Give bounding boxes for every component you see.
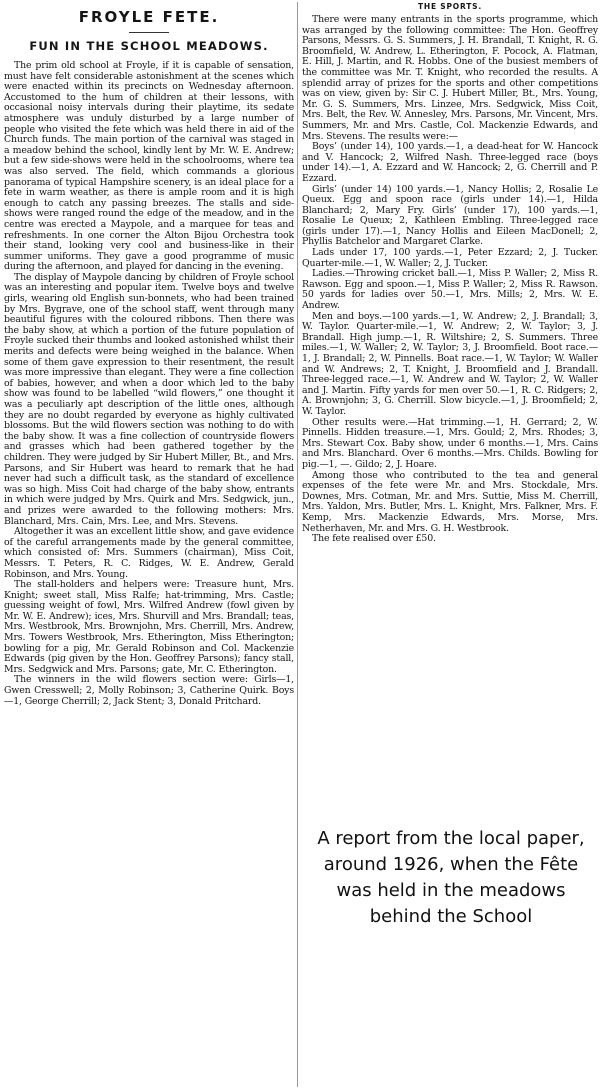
body-paragraph: The fete realised over £50. [312, 533, 436, 545]
body-paragraph: There were many entrants in the sports programme, which was arranged by the following committee: The Hon. Geoffrey Parsons, Messrs. G. S. Summers, J. H. Brandall, T. Knight, R. G. Broomfield, W. Andrew, L. Etherington, F. Pocock, A. Flatman, E. Hill, J. Martin, and R. Hobbs. One of the busiest members of the committee was Mr. T. Knight, who recorded the results. A splendid array of prizes for the sports and other competitions was on view, given by: Sir C. J. Hubert Miller, Bt., Mrs. Young, Mr. G. S. Summers, Mrs. Linzee, Mrs. Sedgwick, Miss Coit, Mrs. Belt, the Rev. W. Annesley, Mrs. Parsons, Mr. Vincent, Mrs. Summers, Mr. and Mrs. Castle, Col. Mackenzie Edwards, and Mrs. Stevens. The results were:— [302, 14, 598, 142]
body-paragraph: The prim old school at Froyle, if it is capable of sensation, must have felt considerable astonishment at the scenes which were enacted within its precincts on Wednesday afternoon. Accustomed to the hum of children at their lessons, with occasional noisy intervals during their playtime, its sedate atmosphere was unduly disturbed by a large number of people who visited the fete which was held there in aid of the Church funds. The main portion of the carnival was staged in a meadow behind the school, kindly lent by Mr. W. E. Andrew; but a few side-shows were held in the schoolrooms, where tea was also served. The field, which commands a glorious panorama of typical Hampshire scenery, is an ideal place for a fete in warm weather, as there is ample room and it is high enough to catch any passing breezes. The stalls and side-shows were ranged round the edge of the meadow, and in the centre was erected a Maypole, and a marquee for teas and refreshments. In one corner the Alton Bijou Orchestra took their stand, looking very cool and business-like in their summer uniforms. They gave a good programme of music during the afternoon, and played for dancing in the evening. [4, 60, 294, 273]
body-paragraph: Boys’ (under 14), 100 yards.—1, a dead-heat for W. Hancock and V. Hancock; 2, Wilfred Nash. Three-legged race (boys under 14).—1, A. Ezzard and W. Hancock; 2, G. Cherrill and P. Ezzard. [302, 141, 598, 184]
photo-caption: A report from the local paper, around 1926, when the Fête was held in the meadows behind the School [317, 828, 585, 927]
article-title: FROYLE FETE. [78, 8, 220, 26]
body-paragraph: Girls’ (under 14) 100 yards.—1, Nancy Hollis; 2, Rosalie Le Queux. Egg and spoon race (girls under 14).—1, Hilda Blanchard; 2, Mary Fry. Girls’ (under 17), 100 yards.—1, Rosalie Le Queux; 2, Kathleen Embling. Three-legged race (girls under 17).—1, Nancy Hollis and Eileen MacDonell; 2, Phyllis Batchelor and Margaret Clarke. [302, 183, 598, 248]
body-paragraph: Altogether it was an excellent little show, and gave evidence of the careful arrangements made by the general committee, which consisted of: Mrs. Summers (chairman), Miss Coit, Messrs. T. Peters, R. C. Ridges, W. E. Andrew, Gerald Robinson, and Mrs. Young. [4, 526, 294, 580]
body-paragraph: Lads under 17, 100 yards.—1, Peter Ezzard; 2, J. Tucker. Quarter-mile.—1, W. Waller; 2, J. Tucker. [302, 247, 598, 269]
column-divider [297, 2, 298, 1087]
title-rule [129, 32, 169, 33]
body-paragraph: The winners in the wild flowers section were: Girls—1, Gwen Cresswell; 2, Molly Robinson; 3, Catherine Quirk. Boys—1, George Cherrill; 2, Jack Stent; 3, Donald Pritchard. [4, 674, 294, 707]
body-paragraph: Ladies.—Throwing cricket ball.—1, Miss P. Waller; 2, Miss R. Rawson. Egg and spoon.—1, Miss P. Waller; 2, Miss R. Rawson. 50 yards for ladies over 50.—1, Mrs. Mills; 2, Mrs. W. E. Andrew. [302, 268, 598, 312]
body-paragraph: The display of Maypole dancing by children of Froyle school was an interesting and popular item. Twelve boys and twelve girls, wearing old English sun-bonnets, who had been trained by Mrs. Bygrave, one of the school staff, went through many beautiful figures with the coloured ribbons. Then there was the baby show, at which a portion of the future population of Froyle sucked their thumbs and looked astonished whilst their merits and defects were being weighed in the balance. When some of them gave expression to their resentment, the result was more impressive than elegant. They were a fine collection of babies, however, and when a door which led to the baby show was found to be labelled “wild flowers,” one thought it was a peculiarly apt description of the little ones, although they are no doubt regarded by everyone as highly cultivated blossoms. But the wild flowers section was nothing to do with the baby show. It was a fine collection of countryside flowers and grasses which had been gathered together by the children. They were judged by Sir Hubert Miller, Bt., and Mrs. Parsons, and Sir Hubert was heard to remark that he had never had such a difficult task, as the standard of excellence was so high. Miss Coit had charge of the baby show, entrants in which were judged by Mrs. Quirk and Mrs. Sedgwick, jun., and prizes were awarded to the following mothers: Mrs. Blanchard, Mrs. Cain, Mrs. Lee, and Mrs. Stevens. [4, 271, 294, 527]
body-paragraph: Other results were.—Hat trimming.—1, H. Gerrard; 2, W. Pinnells. Hidden treasure.—1, Mrs. Gould; 2, Mrs. Rhodes; 3, Mrs. Stewart Cox. Baby show, under 6 months.—1, Mrs. Cains and Mrs. Blanchard. Over 6 months.—Mrs. Childs. Bowling for pig.—1, —. Gildo; 2, J. Hoare. [302, 416, 598, 470]
sports-heading: THE SPORTS. [417, 2, 482, 11]
right-column [302, 0, 598, 820]
article-subtitle: FUN IN THE SCHOOL MEADOWS. [29, 39, 269, 53]
body-paragraph: Among those who contributed to the tea and general expenses of the fete were Mr. and Mrs. Stockdale, Mrs. Downes, Mrs. Cotman, Mr. and Mrs. Suttie, Miss M. Cherrill, Mrs. Yaldon, Mrs. Butler, Mrs. L. Knight, Mrs. Falkner, Mrs. F. Kemp, Mrs. Mackenzie Edwards, Mrs. Morse, Mrs. Netherhaven, Mr. and Mrs. G. H. Westbrook. [302, 469, 598, 534]
body-paragraph: The stall-holders and helpers were: Treasure hunt, Mrs. Knight; sweet stall, Miss Ralfe; hat-trimming, Mrs. Castle; guessing weight of fowl, Mrs. Wilfred Andrew (fowl given by Mr. W. E. Andrew); ices, Mrs. Shurvill and Mrs. Brandall; teas, Mrs. Westbrook, Mrs. Brownjohn, Mrs. Cherrill, Mrs. Andrew, Mrs. Towers Westbrook, Mrs. Etherington, Miss Etherington; bowling for a pig, Mr. Gerald Robinson and Col. Mackenzie Edwards (pig given by the Hon. Geoffrey Parsons); fancy stall, Mrs. Sedgwick and Mrs. Parsons; gate, Mr. C. Etherington. [4, 579, 294, 675]
left-column [4, 0, 294, 1091]
body-paragraph: Men and boys.—100 yards.—1, W. Andrew; 2, J. Brandall; 3, W. Taylor. Quarter-mile.—1, W. Andrew; 2, W. Taylor; 3, J. Brandall. High jump.—1, R. Wiltshire; 2, S. Summers. Three miles.—1, W. Waller; 2, W. Taylor; 3, J. Broomfield. Boot race.—1, J. Brandall; 2, W. Pinnells. Boat race.—1, W. Taylor; W. Waller and W. Andrews; 2, T. Knight, J. Broomfield and J. Brandall. Three-legged race.—1, W. Andrew and W. Taylor; 2, W. Waller and J. Martin. Fifty yards for men over 50.—1, R. C. Ridgers; 2, A. Brownjohn; 3, G. Cherrill. Slow bicycle.—1, J. Broomfield; 2, W. Taylor. [302, 310, 598, 417]
